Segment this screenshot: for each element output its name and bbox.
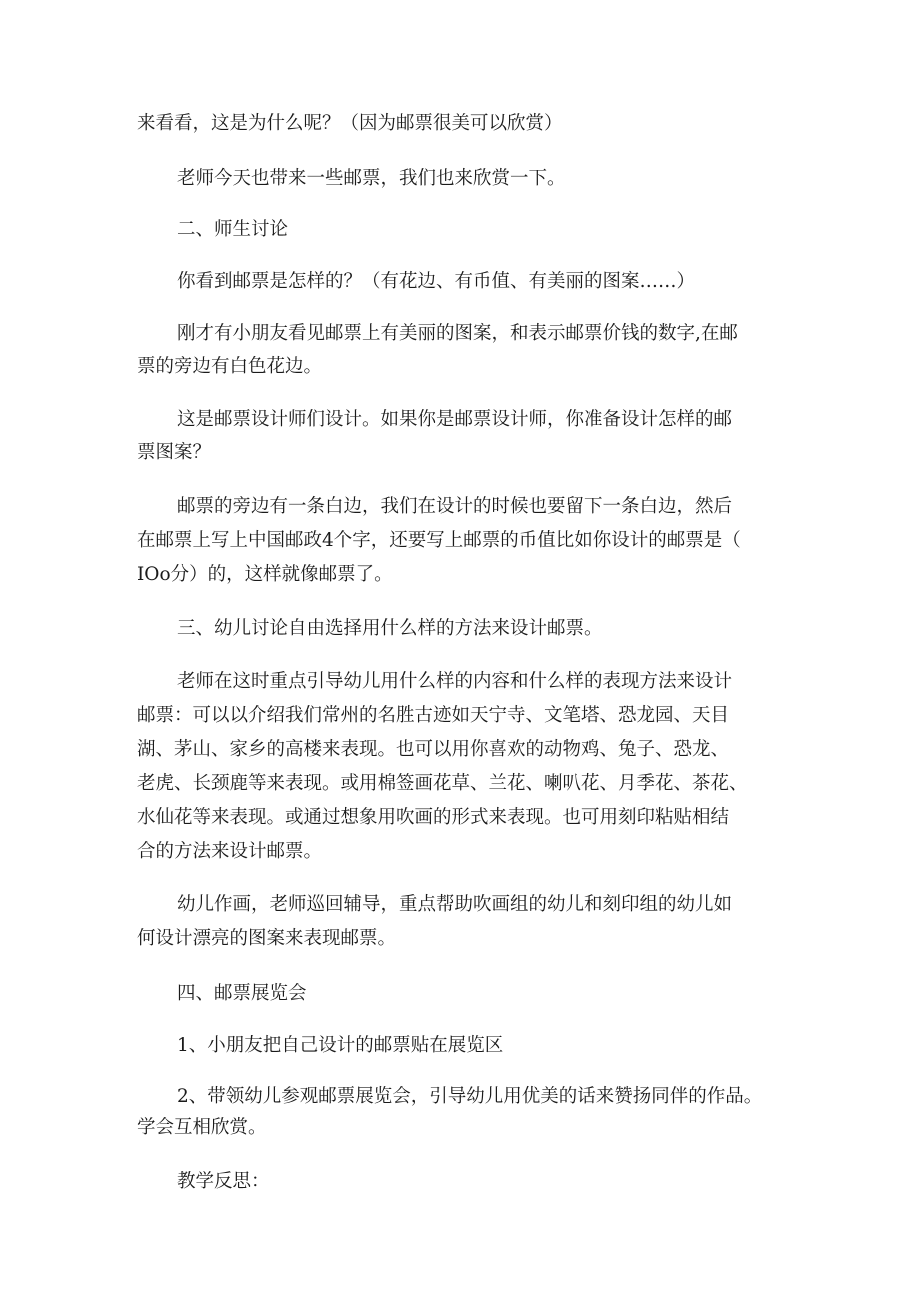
section-heading: 四、邮票展览会: [177, 983, 307, 1004]
text-line: 在邮票上写上中国邮政4个字，还要写上邮票的币值比如你设计的邮票是（: [137, 530, 741, 551]
text-line: 老师今天也带来一些邮票，我们也来欣赏一下。: [177, 168, 566, 189]
text-line: 票的旁边有白色花边。: [137, 356, 323, 377]
text-line: 邮票的旁边有一条白边，我们在设计的时候也要留下一条白边，然后: [177, 496, 733, 517]
section-heading: 三、幼儿讨论自由选择用什么样的方法来设计邮票。: [177, 618, 603, 639]
text-line: 票图案？: [137, 442, 212, 463]
text-line: 学会互相欣赏。: [137, 1117, 267, 1138]
text-line: 湖、茅山、家乡的高楼来表现。也可以用你喜欢的动物鸡、兔子、恐龙、: [137, 739, 730, 760]
section-heading: 二、师生讨论: [177, 219, 289, 240]
text-line: 你看到邮票是怎样的？（有花边、有币值、有美丽的图案……）: [177, 271, 696, 292]
text-line: 1、小朋友把自己设计的邮票贴在展览区: [177, 1035, 504, 1056]
text-line: 这是邮票设计师们设计。如果你是邮票设计师，你准备设计怎样的邮: [177, 409, 733, 430]
section-heading: 教学反思：: [177, 1171, 270, 1192]
text-line: 邮票：可以以介绍我们常州的名胜古迹如天宁寺、文笔塔、恐龙园、天目: [137, 705, 730, 726]
text-line: 水仙花等来表现。或通过想象用吹画的形式来表现。也可用刻印粘贴相结: [137, 807, 730, 828]
text-line: 合的方法来设计邮票。: [137, 841, 323, 862]
text-line: 来看看，这是为什么呢？（因为邮票很美可以欣赏）: [137, 113, 563, 134]
text-line: 老师在这时重点引导幼儿用什么样的内容和什么样的表现方法来设计: [177, 671, 733, 692]
text-line: 老虎、长颈鹿等来表现。或用棉签画花草、兰花、喇叭花、月季花、茶花、: [137, 773, 748, 794]
text-line: 幼儿作画，老师巡回辅导，重点帮助吹画组的幼儿和刻印组的幼儿如: [177, 894, 733, 915]
text-line: 刚才有小朋友看见邮票上有美丽的图案，和表示邮票价钱的数字,在邮: [177, 323, 738, 344]
text-line: 何设计漂亮的图案来表现邮票。: [137, 928, 397, 949]
text-line: 2、带领幼儿参观邮票展览会，引导幼儿用优美的话来赞扬同伴的作品。: [177, 1086, 763, 1107]
text-line: IOo分）的，这样就像邮票了。: [137, 564, 393, 585]
